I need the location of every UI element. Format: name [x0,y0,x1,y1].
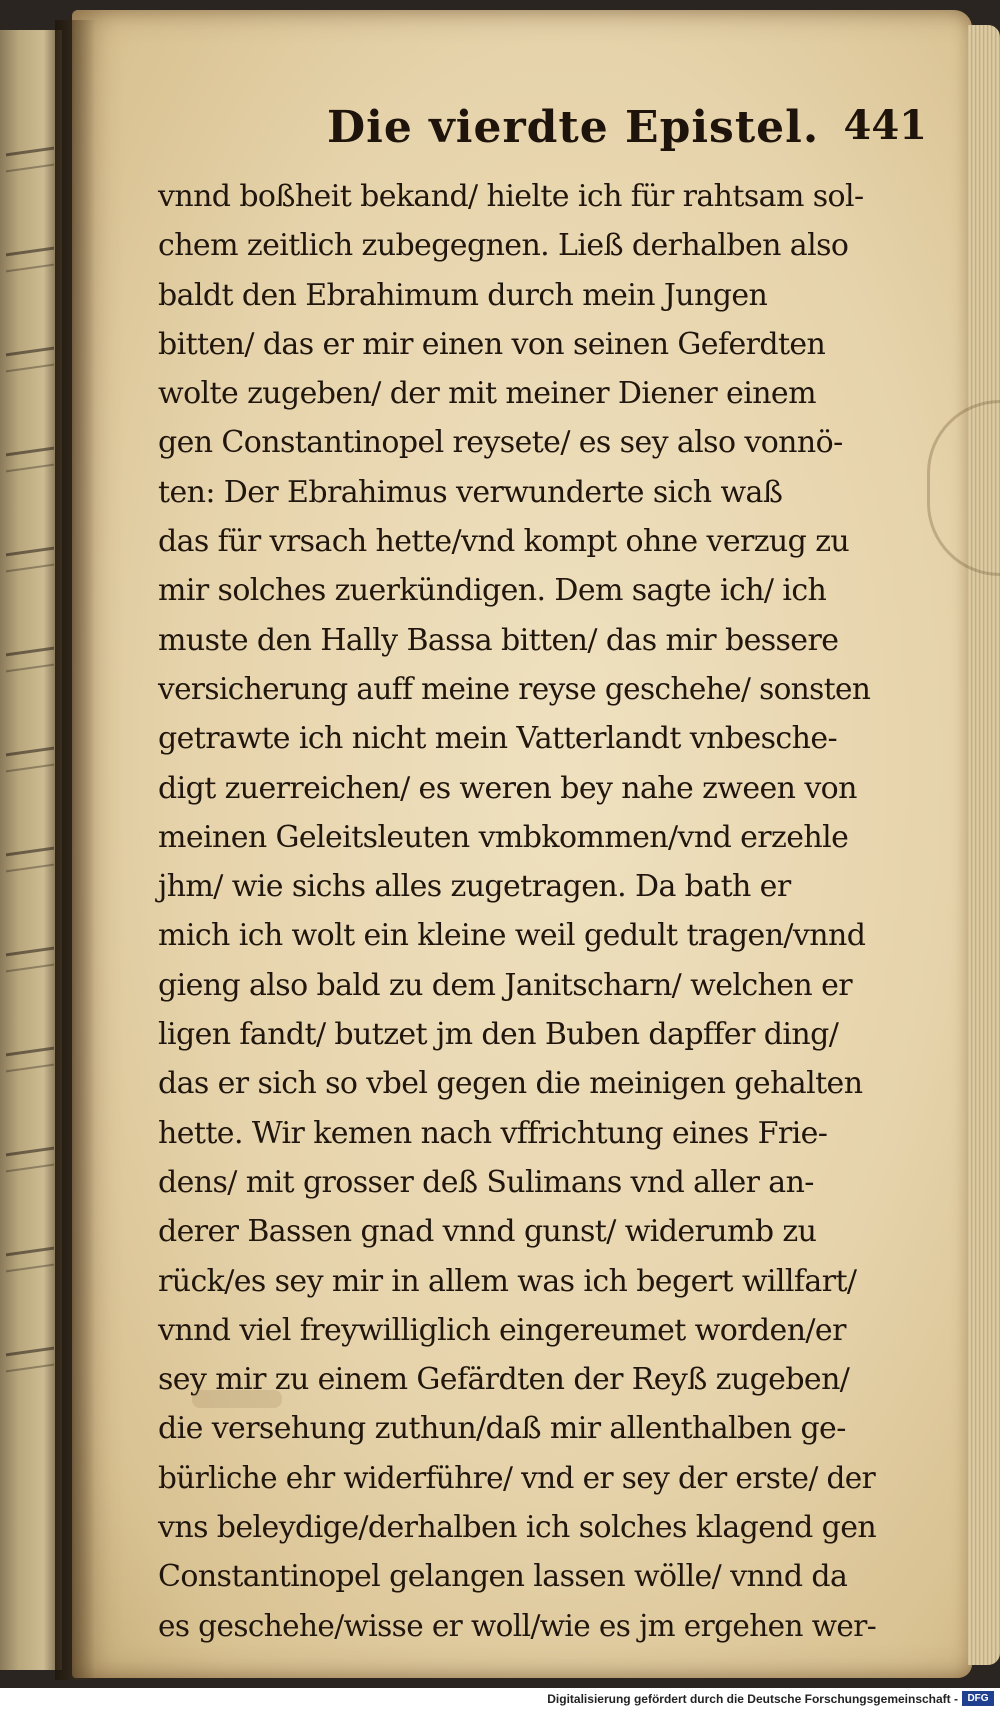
text-line: rück/es sey mir in allem was ich begert willfart/ [158,1263,857,1299]
left-page-text-fragment [6,247,54,273]
left-page-text-fragment [6,447,54,473]
text-line: mich ich wolt ein kleine weil gedult tragen/vnnd [158,918,866,954]
left-page-text-fragment [6,747,54,773]
text-line: vnnd viel freywilliglich eingereumet worden/er [158,1312,846,1348]
text-line: sey mir zu einem Gefärdten der Reyß zugeben/ [158,1362,850,1398]
text-line: mir solches zuerkündigen. Dem sagte ich/ ich [158,573,827,609]
text-line: dens/ mit grosser deß Sulimans vnd aller an- [158,1164,814,1200]
text-line: Constantinopel gelangen lassen wölle/ vnnd da [158,1559,848,1595]
text-line: bitten/ das er mir einen von seinen Geferdten [158,326,826,362]
text-line: gen Constantinopel reysete/ es sey also vonnö- [158,425,843,461]
text-line: derer Bassen gnad vnnd gunst/ widerumb zu [158,1214,817,1250]
text-line: digt zuerreichen/ es weren bey nahe zween von [158,770,857,806]
text-line: das für vrsach hette/vnd kompt ohne verzug zu [158,524,850,560]
running-title: Die vierdte Epistel. [327,102,820,153]
text-line: gieng also bald zu dem Janitscharn/ welchen er [158,967,852,1003]
left-page-text-fragment [6,1147,54,1173]
text-line: chem zeitlich zubegegnen. Ließ derhalben also [158,228,849,264]
text-line: vns beleydige/derhalben ich solches klagend gen [158,1510,877,1546]
body-text [158,172,878,1651]
left-page-text-fragment [6,347,54,373]
text-line: es geschehe/wisse er woll/wie es jm ergehen wer- [158,1608,877,1643]
left-page-text-fragment [6,1347,54,1373]
left-page-text-fragment [6,547,54,573]
text-line: ten: Der Ebrahimus verwunderte sich waß [158,474,783,510]
text-line: jhm/ wie sichs alles zugetragen. Da bath er [158,869,791,905]
text-line: hette. Wir kemen nach vffrichtung eines Frie- [158,1115,828,1151]
page-number: 441 [843,102,927,149]
text-line: bürliche ehr widerführe/ vnd er sey der erste/ der [158,1460,876,1495]
text-line: das er sich so vbel gegen die meinigen gehalten [158,1066,863,1102]
text-line: getrawte ich nicht mein Vatterlandt vnbesche- [158,721,838,757]
left-page-text-fragment [6,1047,54,1073]
digitization-footer [0,1688,1000,1710]
text-line: meinen Geleitsleuten vmbkommen/vnd erzehle [158,819,849,855]
left-page-edge [0,30,62,1670]
left-page-text-fragment [6,847,54,873]
text-line: die versehung zuthun/daß mir allenthalben ge- [158,1411,846,1447]
left-page-text-fragment [6,947,54,973]
dfg-logo: DFG [962,1691,994,1706]
page-header [327,102,967,162]
text-line: baldt den Ebrahimum durch mein Jungen [158,277,768,313]
text-line: muste den Hally Bassa bitten/ das mir bessere [158,622,839,658]
left-page-text-fragment [6,1247,54,1273]
left-page-text-fragment [6,147,54,173]
left-page-text-fragment [6,647,54,673]
book-page [72,10,972,1678]
text-line: versicherung auff meine reyse geschehe/ sonsten [158,671,871,706]
book-gutter-shadow [55,20,95,1680]
page-stack-edge [968,25,1000,1665]
text-line: wolte zugeben/ der mit meiner Diener einem [158,376,816,412]
text-line: ligen fandt/ butzet jm den Buben dapffer ding/ [158,1017,839,1053]
funding-credit: Digitalisierung gefördert durch die Deutsche Forschungsgemeinschaft - [547,1692,958,1706]
paper-stain [192,1390,282,1408]
text-line: vnnd boßheit bekand/ hielte ich für rahtsam sol- [158,179,864,214]
